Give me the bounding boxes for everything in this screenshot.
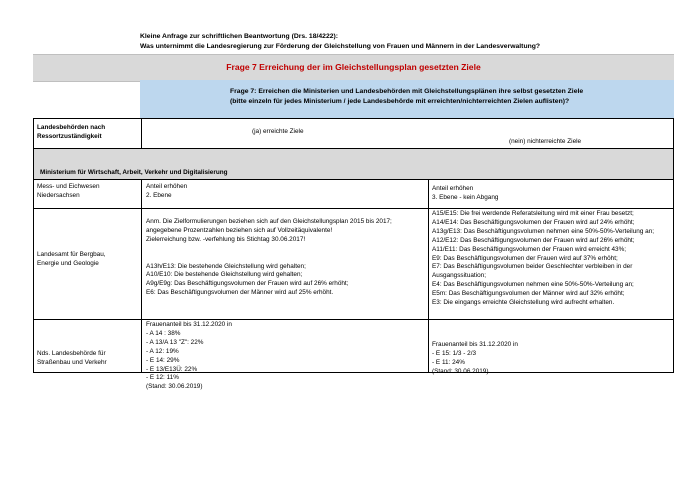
row-divider — [34, 319, 673, 320]
row-2-achieved: Anm. Die Zielformulierungen beziehen sich auf den Gleichstellungsplan 2015 bis 2017; angegebene Prozentzahlen beziehen sich auf Vollzeitäquivalente! Zielerreichung bzw. -verfehlung bis Stichtag 30.06.2017! A13h/E13: Die bestehende Gleichstellung wird gehalten; A10/E10: Die bestehende Gleichstellung wird gehalten; A9g/E9g: Das Beschäftigungsvolumen der Frauen wird auf 26% erhöht; E6: Das Beschäftigungsvolumen der Männer wird auf 25% erhöht. — [146, 218, 392, 297]
row-divider — [34, 179, 673, 180]
question-line-2: (bitte einzeln für jedes Ministerium / jede Landesbehörde mit erreichten/nichterreichten Zielen auflisten)? — [230, 97, 570, 105]
row-3-not-achieved: Frauenanteil bis 31.12.2020 in - E 15: 1/3 - 2/3 - E 11: 24% (Stand: 30.06.2019) — [432, 341, 518, 375]
row-2-authority: Landesamt für Bergbau, Energie und Geologie — [37, 251, 106, 267]
col-divider — [141, 179, 142, 372]
ministry-name: Ministerium für Wirtschaft, Arbeit, Verkehr und Digitalisierung — [40, 169, 228, 176]
row-divider — [34, 208, 673, 209]
col-header-authority: Landesbehörden nach Ressortzuständigkeit — [37, 124, 106, 140]
row-1-authority: Mess- und Eichwesen Niedersachsen — [37, 183, 100, 199]
question-text — [230, 87, 583, 106]
col-header-achieved: (ja) erreichte Ziele — [252, 128, 304, 135]
question-box — [140, 80, 674, 118]
col-header-not-achieved: (nein) nichterreichte Ziele — [509, 138, 582, 145]
results-table — [33, 118, 674, 391]
document-title: Kleine Anfrage zur schriftlichen Beantwortung (Drs. 18/4222): — [140, 33, 339, 40]
section-banner — [33, 54, 674, 82]
document-question: Was unternimmt die Landesregierung zur Förderung der Gleichstellung von Frauen und Männern in der Landesverwaltung? — [140, 43, 541, 50]
row-2-not-achieved: A15/E15: Die frei werdende Referatsleitung wird mit einer Frau besetzt; A14/E14: Das Beschäftigungsvolumen der Frauen wird auf 24% erhöht; A13g/E13: Das Beschäftigungsvolumen nehmen eine 50%-50%-Verteilung an; A12/E12: Das Beschäftigungsvolumen der Frauen wird auf 26% erhöht; A11/E11: Das Beschäftigungsvolumen der Frauen wird erreicht 43%; E9: Das Beschäftigungsvolumen der Frauen wird auf 37% erhöht; E7: Das Beschäftigungsvolumen beider Geschlechter verbleiben in der Ausgangssituation; E4: Das Beschäftigungsvolumen nehmen eine 50%-50%-Verteilung an; E5m: Das Beschäftigungsvolumen der Männer wird auf 32% erhöht; E3: Die eingangs erreichte Gleichstellung wird aufrecht erhalten. — [432, 210, 655, 307]
row-1-achieved: Anteil erhöhen 2. Ebene — [146, 183, 188, 199]
col-divider — [428, 179, 429, 372]
row-1-not-achieved: Anteil erhöhen 3. Ebene - kein Abgang — [432, 185, 499, 201]
col-divider — [141, 119, 142, 148]
row-divider — [34, 148, 673, 149]
row-3-authority: Nds. Landesbehörde für Straßenbau und Verkehr — [37, 350, 107, 366]
section-title: Frage 7 Erreichung der im Gleichstellungsplan gesetzten Ziele — [226, 62, 481, 72]
question-line-1: Frage 7: Erreichen die Ministerien und Landesbehörden mit Gleichstellungsplänen ihre selbst gesetzten Ziele — [230, 88, 584, 95]
row-3-achieved: Frauenanteil bis 31.12.2020 in - A 14 : 38% - A 13/A 13 "Z": 22% - A 12: 19% - E 14: 29% - E 13/E13Ü: 22% - E 12: 11% (Stand: 30.06.2019) — [146, 321, 232, 391]
